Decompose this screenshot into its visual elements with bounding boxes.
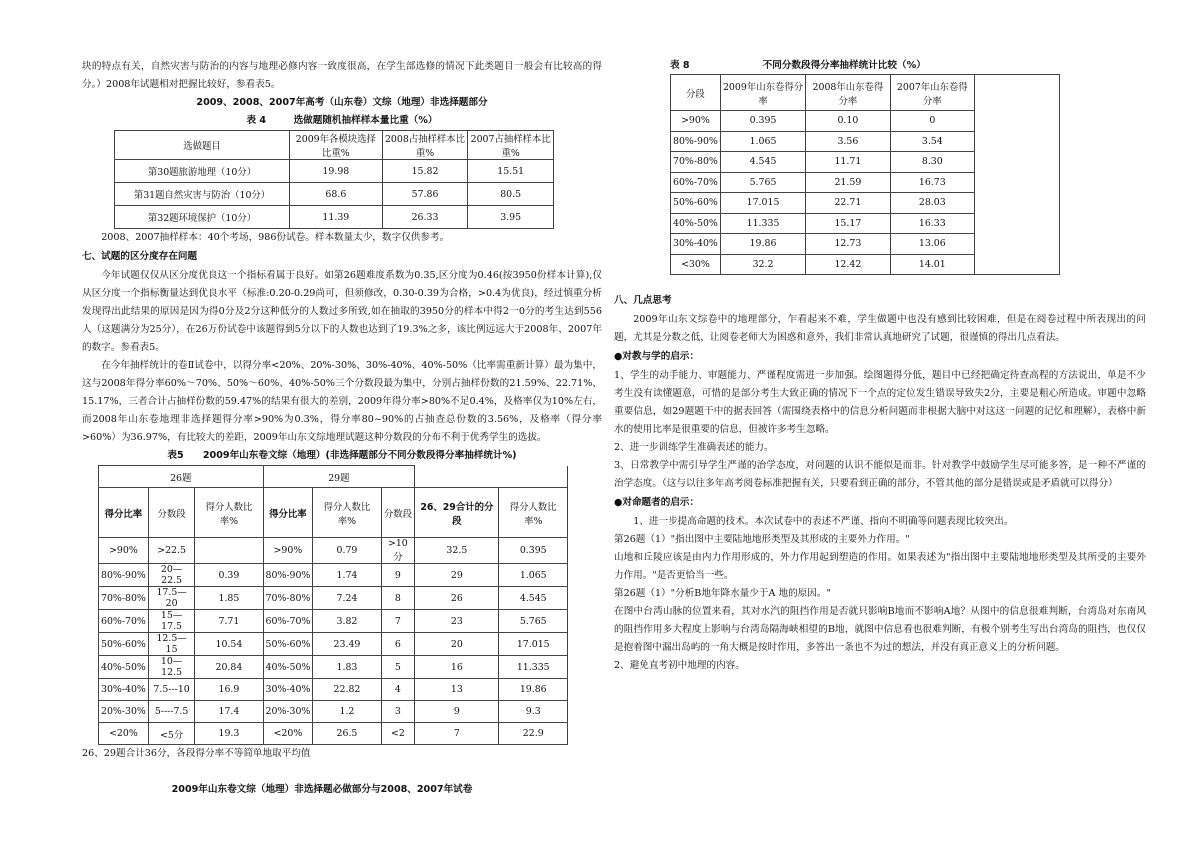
- table-row: [115, 183, 554, 206]
- table-cell: 16: [415, 656, 499, 679]
- table-cell: 1.74: [313, 564, 381, 587]
- table4-caption: [82, 112, 602, 130]
- setter-comment-26a: 山地和丘陵应该是由内力作用形成的，外力作用起到塑造的作用。如果表述为"指出图中主要陆地地形类型及其所受的主要外力作用。"是否更恰当一些。: [614, 552, 1146, 581]
- table8-caption-title: 不同分数段得分率抽样统计比较（%）: [762, 60, 926, 71]
- table-cell: 40%-50%: [99, 656, 149, 679]
- table-cell: 60%-70%: [99, 610, 149, 633]
- table-cell: 20%-30%: [99, 701, 149, 723]
- table-cell: 7.71: [195, 610, 263, 633]
- table-group-row: [99, 466, 568, 488]
- table-cell: 9: [381, 564, 415, 587]
- table-row: [99, 679, 568, 701]
- table-row: [671, 111, 1060, 132]
- table-cell: 26: [415, 587, 499, 610]
- setter-point-2: 2、避免直考初中地理的内容。: [614, 660, 745, 671]
- table8-body: [671, 111, 1060, 275]
- table8-caption: [614, 58, 1146, 74]
- table-row: [115, 160, 554, 183]
- table-row: [671, 172, 1060, 193]
- table-cell: 3.82: [313, 610, 381, 633]
- table-cell: 57.86: [382, 183, 468, 206]
- table-cell: 0.10: [806, 111, 890, 132]
- table-cell: 23.49: [313, 633, 381, 656]
- table-cell: 12.5—15: [148, 633, 194, 656]
- table-cell: 0.79: [313, 538, 381, 564]
- table-cell: 22.82: [313, 679, 381, 701]
- table-cell: 19.86: [499, 679, 568, 701]
- table-cell: 11.335: [720, 213, 805, 234]
- table-cell: 13.06: [890, 234, 974, 255]
- table-cell: >22.5: [148, 538, 194, 564]
- table4-caption-number: 表 4: [246, 115, 267, 126]
- table-cell: 17.4: [195, 701, 263, 723]
- table4: [114, 130, 554, 229]
- table-header-row: [99, 488, 568, 538]
- table-cell: 第30题旅游地理（10分）: [115, 160, 290, 183]
- table-cell: 22.9: [499, 723, 568, 745]
- teaching-point-2: 2、进一步训练学生准确表述的能力。: [614, 442, 774, 453]
- table-cell: 7: [415, 723, 499, 745]
- table-cell: 0: [890, 111, 974, 132]
- table-cell: 50%-60%: [99, 633, 149, 656]
- table-cell: 10.54: [195, 633, 263, 656]
- table-cell: 32.5: [415, 538, 499, 564]
- table-cell: 9.3: [499, 701, 568, 723]
- table-empty-cell: [975, 152, 1060, 173]
- table-cell: 30%-40%: [263, 679, 313, 701]
- table-cell: <20%: [263, 723, 313, 745]
- table-header-cell: 分数段: [381, 488, 415, 538]
- table-cell: 80%-90%: [263, 564, 313, 587]
- table-row: [99, 701, 568, 723]
- table-row: [115, 206, 554, 229]
- table-empty-cell: [975, 213, 1060, 234]
- table-cell: 1.83: [313, 656, 381, 679]
- table-cell: 16.73: [890, 172, 974, 193]
- table-cell: 12.73: [806, 234, 890, 255]
- table-cell: 26.5: [313, 723, 381, 745]
- table-cell: 11.335: [499, 656, 568, 679]
- table-row: [671, 152, 1060, 173]
- section7-paragraph-2: 在今年抽样统计的卷Ⅱ试卷中，以得分率<20%、20%-30%、30%-40%、40%-50%（比率需重新计算）最为集中，这与2008年得分率60%～70%、50%～60%、40%-50%三个分数段最为集中，分别占抽样份数的21.59%、22.71%、15.17%，三者合计占抽样份数的59.47%的结果有很大的差别，2009年得分率>80%不足0.4%，及格率仅为10%左右，而2008年山东卷地理非选择题得分率>90%为0.3%，得分率80~90%的占抽查总份数的3.56%，及格率（得分率>60%）为36.97%，有比较大的差距，2009年山东文综地理试题这种分数段的分布不利于优秀学生的选拔。: [82, 360, 602, 443]
- table-group-cell: 26题: [99, 466, 264, 488]
- table-cell: 5.765: [720, 172, 805, 193]
- table5-note: 26、29题合计36分，各段得分率不等简单地取平均值: [82, 748, 311, 759]
- table-cell: 15—17.5: [148, 610, 194, 633]
- table-header-cell: 分段: [671, 75, 721, 111]
- table-cell: 3.54: [890, 131, 974, 152]
- table-cell: 16.33: [890, 213, 974, 234]
- table-cell: 23: [415, 610, 499, 633]
- table-cell: 40%-50%: [671, 213, 721, 234]
- table-cell: 0.39: [195, 564, 263, 587]
- table-cell: [195, 538, 263, 564]
- table-cell: 16.9: [195, 679, 263, 701]
- table-cell: 第32题环境保护（10分）: [115, 206, 290, 229]
- table-cell: 60%-70%: [263, 610, 313, 633]
- section8-paragraph: 2009年山东文综卷中的地理部分，乍看起来不难，学生做题中也没有感到比较困难，但是在阅卷过程中所表现出的问题，尤其是分数之低，让阅卷老师大为困惑和意外，我们非常认真地研究了试题，很谨慎的得出几点看法。: [614, 314, 1146, 343]
- table-header-row: [115, 131, 554, 160]
- table-cell: 15.82: [382, 160, 468, 183]
- table-cell: 19.98: [290, 160, 383, 183]
- table-header-cell: 2008年山东卷得分率: [806, 75, 890, 111]
- table-cell: 80.5: [468, 183, 554, 206]
- table-cell: 7: [381, 610, 415, 633]
- table-cell: 20%-30%: [263, 701, 313, 723]
- table-cell: 3: [381, 701, 415, 723]
- table-cell: 9: [415, 701, 499, 723]
- table-empty-cell: [975, 254, 1060, 275]
- table-cell: 0.395: [499, 538, 568, 564]
- table-header-cell: 得分人数比率%: [195, 488, 263, 538]
- table-cell: 4: [381, 679, 415, 701]
- table-header-row: [671, 75, 1060, 111]
- table-cell: >90%: [99, 538, 149, 564]
- table-row: [99, 538, 568, 564]
- setter-subheading: ●对命题者的启示：: [614, 497, 700, 508]
- table-cell: 4.545: [720, 152, 805, 173]
- table4-heading: 2009、2008、2007年高考（山东卷）文综（地理）非选择题部分: [196, 97, 488, 108]
- table-empty-cell: [975, 75, 1060, 111]
- table-cell: 15.17: [806, 213, 890, 234]
- setter-question-26b: 第26题（1）"分析B地年降水量少于A 地的原因。": [614, 588, 831, 599]
- table-cell: 11.39: [290, 206, 383, 229]
- table-row: [671, 131, 1060, 152]
- table-cell: 1.065: [720, 131, 805, 152]
- table-cell: 40%-50%: [263, 656, 313, 679]
- table-row: [99, 723, 568, 745]
- table-cell: 13: [415, 679, 499, 701]
- table-cell: 4.545: [499, 587, 568, 610]
- table-cell: 29: [415, 564, 499, 587]
- section7-paragraph-1: 今年试题仅仅从区分度优良这一个指标看属于良好。如第26题难度系数为0.35,区分度为0.46(按3950份样本计算),仅从区分度一个指标衡量达到优良水平（标准:0.20-0.29尚可，但须修改，0.30-0.39为合格，>0.4为优良)，经过慎重分析发现得出此结果的原因是因为得0分及2分这种低分的人数过多所致,如在抽取的3950分的样本中得2一0分的考生达到556人（这题满分为25分），在26万份试卷中该题得到5分以下的人数也达到了19.3%之多，该比例远远大于2008年、2007年的数字。参看表5。: [82, 270, 602, 353]
- table-cell: 50%-60%: [263, 633, 313, 656]
- table-cell: <30%: [671, 254, 721, 275]
- table-cell: 7.24: [313, 587, 381, 610]
- table-header-cell: 2009年山东卷得分率: [720, 75, 805, 111]
- table-cell: 20.84: [195, 656, 263, 679]
- table-cell: 32.2: [720, 254, 805, 275]
- table-cell: 70%-80%: [671, 152, 721, 173]
- table8-caption-number: 表 8: [670, 60, 690, 71]
- table-header-cell: 得分比率: [263, 488, 313, 538]
- table-empty-cell: [975, 131, 1060, 152]
- table-cell: 3.95: [468, 206, 554, 229]
- table-cell: 60%-70%: [671, 172, 721, 193]
- section7-title: 七、试题的区分度存在问题: [82, 251, 198, 262]
- setter-question-26a: 第26题（1）"指出图中主要陆地地形类型及其形成的主要外力作用。": [614, 534, 910, 545]
- setter-point-1: 1、进一步提高命题的技术。本次试卷中的表述不严谨、指向不明确等问题表现比较突出。: [633, 516, 1014, 527]
- table-cell: <5分: [148, 723, 194, 745]
- table-cell: 68.6: [290, 183, 383, 206]
- table-header-cell: 选做题目: [115, 131, 290, 160]
- bottom-heading: 2009年山东卷文综（地理）非选择题必做部分与2008、2007年试卷: [171, 784, 473, 795]
- table-cell: 7.5---10: [148, 679, 194, 701]
- table-cell: 5.765: [499, 610, 568, 633]
- table4-note: 2008、2007抽样样本：40个考场，986份试卷。样本数量太少，数字仅供参考。: [101, 232, 450, 243]
- table-cell: 11.71: [806, 152, 890, 173]
- table-cell: 10—12.5: [148, 656, 194, 679]
- table-cell: 28.03: [890, 193, 974, 214]
- table-cell: 30%-40%: [99, 679, 149, 701]
- table-cell: 19.86: [720, 234, 805, 255]
- table-cell: 8: [381, 587, 415, 610]
- table5-caption: 表5 2009年山东卷文综（地理）(非选择题部分不同分数段得分率抽样统计%): [167, 450, 517, 461]
- table-cell: <20%: [99, 723, 149, 745]
- right-column: [614, 58, 1146, 675]
- table-cell: >10分: [381, 538, 415, 564]
- table-cell: 1.065: [499, 564, 568, 587]
- table-cell: >90%: [263, 538, 313, 564]
- teaching-point-1: 1、学生的动手能力、审题能力、严谨程度需进一步加强。绘图题得分低，题目中已经把确定待查高程的方法说出，单是不少考生没有读懂题意，可惜的是部分考生大致正确的情况下一个点的定位发生错误导致失2分，主要是粗心所造成。审题中忽略重要信息，如29题题干中的据表回答（需围绕表格中的信息分析问题而非根据大脑中对这这一问题的记忆和理解），表格中新水的使用比率是很重要的信息，但被许多考生忽略。: [614, 370, 1146, 435]
- table-header-cell: 26、29合计的分段: [415, 488, 499, 538]
- table-row: [671, 254, 1060, 275]
- table-empty-cell: [499, 466, 568, 488]
- table-empty-cell: [975, 234, 1060, 255]
- table-cell: 17.015: [720, 193, 805, 214]
- table-cell: 20: [415, 633, 499, 656]
- table-row: [671, 193, 1060, 214]
- table-row: [671, 213, 1060, 234]
- table-cell: 5----7.5: [148, 701, 194, 723]
- table-header-cell: 得分人数比率%: [313, 488, 381, 538]
- table-cell: 12.42: [806, 254, 890, 275]
- table-cell: 17.015: [499, 633, 568, 656]
- table-row: [99, 656, 568, 679]
- table-row: [99, 587, 568, 610]
- table-cell: 80%-90%: [99, 564, 149, 587]
- intro-paragraph: 块的特点有关，自然灾害与防治的内容与地理必修内容一致度很高，在学生部选修的情况下此类题目一般会有比较高的得分。）2008年试题相对把握比较好，参看表5。: [82, 61, 602, 90]
- table-row: [671, 234, 1060, 255]
- table-cell: 22.71: [806, 193, 890, 214]
- table-empty-cell: [975, 172, 1060, 193]
- table-row: [99, 564, 568, 587]
- left-column: [82, 58, 602, 799]
- setter-comment-26b: 在图中台湾山脉的位置来看，其对水汽的阻挡作用是否就只影响B地而不影响A地？从图中的信息很难判断，台湾岛对东南风的阻挡作用多大程度上影响与台湾岛隔海峡相望的B地，就图中信息看也很难判断，有极个别考生写出台湾岛的阻挡，也仅仅是抱着图中漏出岛屿的一角大概是按时作用，多答出一条也不为过的想法，并没有真正意义上的分析问题。: [614, 606, 1146, 653]
- table4-caption-title: 选做题随机抽样样本量比重（%）: [293, 115, 438, 126]
- table-row: [99, 633, 568, 656]
- table-empty-cell: [975, 111, 1060, 132]
- table-row: [99, 610, 568, 633]
- table-cell: 20—22.5: [148, 564, 194, 587]
- table-cell: 5: [381, 656, 415, 679]
- table8: [670, 74, 1060, 275]
- table-cell: <2: [381, 723, 415, 745]
- table-cell: >90%: [671, 111, 721, 132]
- section8-title: 八、几点思考: [614, 295, 672, 306]
- table-header-cell: 得分比率: [99, 488, 149, 538]
- table-cell: 1.2: [313, 701, 381, 723]
- table-cell: 3.56: [806, 131, 890, 152]
- table-empty-cell: [975, 193, 1060, 214]
- table-cell: 14.01: [890, 254, 974, 275]
- table-cell: 15.51: [468, 160, 554, 183]
- table-cell: 0.395: [720, 111, 805, 132]
- table5-body: [99, 538, 568, 745]
- table-header-cell: 分数段: [148, 488, 194, 538]
- table-cell: 70%-80%: [99, 587, 149, 610]
- table-empty-cell: [415, 466, 499, 488]
- teaching-subheading: ●对教与学的启示：: [614, 351, 700, 362]
- table-cell: 19.3: [195, 723, 263, 745]
- table-group-cell: 29题: [263, 466, 415, 488]
- table-cell: 21.59: [806, 172, 890, 193]
- table-cell: 6: [381, 633, 415, 656]
- table-cell: 17.5—20: [148, 587, 194, 610]
- table-cell: 8.30: [890, 152, 974, 173]
- table-cell: 30%-40%: [671, 234, 721, 255]
- table-cell: 50%-60%: [671, 193, 721, 214]
- table-cell: 26.33: [382, 206, 468, 229]
- table-cell: 第31题自然灾害与防治（10分）: [115, 183, 290, 206]
- table-cell: 1.85: [195, 587, 263, 610]
- table-cell: 80%-90%: [671, 131, 721, 152]
- table5: [98, 465, 568, 745]
- table-header-cell: 2009年各模块选择比重%: [290, 131, 383, 160]
- table-header-cell: 2007占抽样样本比重%: [468, 131, 554, 160]
- teaching-point-3: 3、日常教学中需引导学生严谨的治学态度，对问题的认识不能似是而非。针对教学中鼓励学生尽可能多答，是一种不严谨的治学态度。（这与以往多年高考阅卷标准把握有关，只要看到正确的部分，不管其他的部分是错误或是矛盾就可以得分）: [614, 460, 1146, 489]
- table-header-cell: 2008占抽样样本比重%: [382, 131, 468, 160]
- table-header-cell: 2007年山东卷得分率: [890, 75, 974, 111]
- table-header-cell: 得分人数比率%: [499, 488, 568, 538]
- table-cell: 70%-80%: [263, 587, 313, 610]
